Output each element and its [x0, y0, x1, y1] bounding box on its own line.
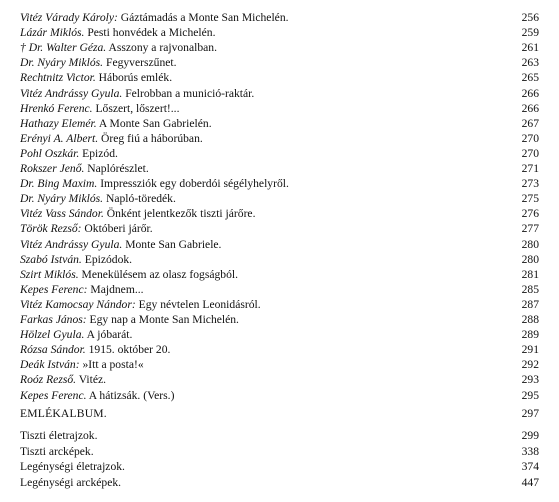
- toc-entry-page: 267: [521, 116, 539, 130]
- toc-entry-page: 289: [521, 328, 539, 342]
- toc-row: [0, 282, 559, 297]
- toc-entry-page: 280: [521, 252, 539, 266]
- toc-entry-author: Dr. Nyáry Miklós.: [20, 56, 104, 70]
- toc-entry-text: [20, 101, 179, 116]
- toc-entry-author: Vitéz Andrássy Gyula.: [20, 237, 123, 251]
- toc-entry-author: Rechtnitz Victor.: [20, 71, 96, 85]
- toc-entry-author: Hathazy Elemér.: [20, 116, 97, 130]
- toc-row: [0, 176, 559, 191]
- toc-row: [0, 206, 559, 221]
- toc-row: [0, 10, 559, 25]
- toc-entry-text: [20, 10, 289, 25]
- toc-entry-text: [20, 25, 215, 40]
- toc-entry-author: Hölzel Gyula.: [20, 328, 85, 342]
- toc-entry-text: [20, 221, 153, 236]
- toc-row: [0, 221, 559, 236]
- toc-entry-author: Hrenkó Ferenc.: [20, 101, 93, 115]
- toc-entry-title: A hátizsák. (Vers.): [86, 388, 175, 402]
- toc-entry-title: Naplórészlet.: [84, 162, 149, 175]
- toc-entry-title: A jóbarát.: [84, 328, 133, 342]
- toc-entry-text: [20, 131, 203, 146]
- toc-entry-page: 293: [521, 373, 539, 387]
- toc-entry-author: Vitéz Vass Sándor.: [20, 207, 104, 221]
- section-entry-title: Tiszti életrajzok.: [20, 429, 98, 442]
- toc-entry-author: Erényi A. Albert.: [20, 131, 99, 145]
- toc-entry-author: Deák István:: [20, 358, 80, 372]
- toc-entry-page: 295: [521, 388, 539, 402]
- toc-entry-author: Török Rezső:: [20, 222, 82, 236]
- toc-entry-title: Majdnem...: [87, 282, 144, 296]
- toc-row: [0, 357, 559, 372]
- toc-entry-page: 291: [521, 343, 539, 357]
- toc-row: [0, 70, 559, 85]
- section-row: [0, 475, 559, 490]
- toc-entry-author: Kepes Ferenc.: [20, 388, 87, 402]
- toc-entry-title: Napló-töredék.: [103, 192, 176, 206]
- toc-row: [0, 25, 559, 40]
- toc-entry-text: [20, 206, 255, 221]
- toc-entry-title: Egy névtelen Leonidásról.: [135, 297, 261, 311]
- section-entry-title: Legénységi arcképek.: [20, 475, 122, 489]
- toc-row: [0, 191, 559, 206]
- toc-entry-author: Vitéz Várady Károly:: [20, 11, 118, 24]
- toc-entry-title: Öreg fiú a háborúban.: [98, 131, 203, 145]
- toc-row: [0, 131, 559, 146]
- toc-entry-page: 292: [521, 358, 539, 372]
- toc-entry-text: [20, 237, 221, 252]
- toc-entry-text: [20, 372, 106, 387]
- toc-entry-title: Menekülésem az olasz fogságból.: [78, 267, 238, 281]
- toc-entry-author: Rokszer Jenő.: [20, 162, 85, 175]
- toc-entry-text: [20, 176, 289, 191]
- toc-entry-author: Rózsa Sándor.: [20, 343, 86, 357]
- toc-entry-page: 256: [521, 11, 539, 24]
- toc-row: [0, 40, 559, 55]
- section-heading: EMLÉKALBUM.: [20, 407, 107, 420]
- toc-entry-author: Kepes Ferenc:: [20, 282, 88, 296]
- toc-row: [0, 252, 559, 267]
- toc-row: [0, 342, 559, 357]
- toc-entry-page: 259: [521, 26, 539, 40]
- toc-entry-page: 285: [521, 282, 539, 296]
- toc-row: [0, 116, 559, 131]
- toc-row: [0, 55, 559, 70]
- toc-entry-title: Egy nap a Monte San Michelén.: [86, 313, 239, 326]
- toc-entry-title: Asszony a rajvonalban.: [106, 41, 217, 55]
- toc-entry-page: 271: [521, 162, 539, 175]
- toc-row: [0, 86, 559, 101]
- toc-entry-text: [20, 146, 118, 161]
- toc-entry-page: 266: [521, 86, 539, 100]
- toc-entry-page: 277: [521, 222, 539, 236]
- toc-entry-author: Vitéz Andrássy Gyula.: [20, 86, 123, 100]
- toc-entry-text: [20, 267, 238, 282]
- section-row: [0, 444, 559, 459]
- toc-row: [0, 312, 559, 327]
- section-entry-page: 338: [521, 444, 539, 458]
- section-entry-page: 374: [521, 460, 539, 473]
- toc-entry-text: [20, 327, 132, 342]
- toc-entry-page: 263: [521, 56, 539, 70]
- toc-entry-author: Szirt Miklós.: [20, 267, 79, 281]
- toc-entry-page: 273: [521, 177, 539, 191]
- toc-row: [0, 388, 559, 403]
- toc-entry-text: [20, 312, 239, 327]
- toc-entry-title: Lőszert, lőszert!...: [92, 101, 180, 115]
- toc-entry-text: [20, 191, 176, 206]
- toc-row: [0, 372, 559, 387]
- toc-entry-page: 275: [521, 192, 539, 206]
- toc-entry-title: Monte San Gabriele.: [122, 237, 222, 251]
- toc-entry-page: 270: [521, 146, 539, 160]
- toc-entry-title: Háborús emlék.: [95, 71, 173, 85]
- toc-row: [0, 101, 559, 116]
- toc-entry-author: Roóz Rezső.: [20, 373, 77, 387]
- toc-entry-title: »Itt a posta!«: [79, 358, 144, 372]
- toc-row: [0, 161, 559, 176]
- toc-entry-author: Szabó István.: [20, 252, 82, 266]
- toc-entry-text: [20, 40, 217, 55]
- toc-entry-author: Vitéz Kamocsay Nándor:: [20, 297, 136, 311]
- section-heading-page: 297: [521, 407, 539, 420]
- section-heading-row: [0, 406, 559, 421]
- section-row: [0, 459, 559, 474]
- toc-row: [0, 297, 559, 312]
- toc-entry-page: 276: [521, 207, 539, 221]
- toc-entry-title: A Monte San Gabrielén.: [96, 116, 212, 130]
- toc-entry-text: [20, 116, 212, 131]
- toc-entry-title: Fegyverszűnet.: [103, 56, 177, 70]
- toc-entry-page: 287: [521, 297, 539, 311]
- toc-entry-author: Dr. Bing Maxim.: [20, 177, 98, 191]
- toc-entry-page: 280: [521, 237, 539, 251]
- toc-entry-page: 266: [521, 101, 539, 115]
- toc-entry-title: Önként jelentkezők tiszti járőre.: [103, 207, 256, 221]
- toc-entry-author: Farkas János:: [20, 313, 87, 326]
- section-entry-page: 299: [521, 429, 539, 442]
- toc-entry-page: 281: [521, 267, 539, 281]
- toc-entry-author: Dr. Nyáry Miklós.: [20, 192, 104, 206]
- toc-entry-title: Pesti honvédek a Michelén.: [84, 26, 216, 40]
- toc-entry-author: Pohl Oszkár.: [20, 146, 80, 160]
- toc-entry-text: [20, 388, 174, 403]
- toc-row: [0, 146, 559, 161]
- toc-entry-text: [20, 86, 254, 101]
- toc-entry-page: 261: [521, 41, 539, 55]
- toc-row: [0, 237, 559, 252]
- toc-entry-title: Epizód.: [79, 146, 118, 160]
- toc-entry-page: 265: [521, 71, 539, 85]
- toc-entry-title: Gáztámadás a Monte San Michelén.: [117, 11, 289, 24]
- toc-entry-title: 1915. október 20.: [85, 343, 171, 357]
- toc-entry-title: Epizódok.: [81, 252, 133, 266]
- section-entry-title: Tiszti arcképek.: [20, 444, 94, 458]
- toc-entry-page: 288: [521, 313, 539, 326]
- toc-entry-author: Lázár Miklós.: [20, 26, 85, 40]
- toc-entry-text: [20, 161, 149, 176]
- toc-entry-author: † Dr. Walter Géza.: [20, 41, 107, 55]
- toc-entry-text: [20, 357, 144, 372]
- toc-entry-title: Vitéz.: [76, 373, 107, 387]
- toc-entry-text: [20, 282, 144, 297]
- toc-entry-text: [20, 252, 132, 267]
- toc-entry-title: Impressziók egy doberdói ségélyhelyről.: [97, 177, 289, 191]
- toc-entry-text: [20, 342, 170, 357]
- toc-entry-page: 270: [521, 131, 539, 145]
- section-row: [0, 428, 559, 443]
- section-entry-page: 447: [521, 475, 539, 489]
- toc-row: [0, 327, 559, 342]
- toc-entry-text: [20, 297, 261, 312]
- toc-entry-text: [20, 55, 177, 70]
- toc-row: [0, 267, 559, 282]
- section-entry-title: Legénységi életrajzok.: [20, 460, 125, 473]
- toc-entry-title: Októberi járőr.: [81, 222, 153, 236]
- toc-entry-text: [20, 70, 172, 85]
- toc-entry-title: Felrobban a munició-raktár.: [122, 86, 255, 100]
